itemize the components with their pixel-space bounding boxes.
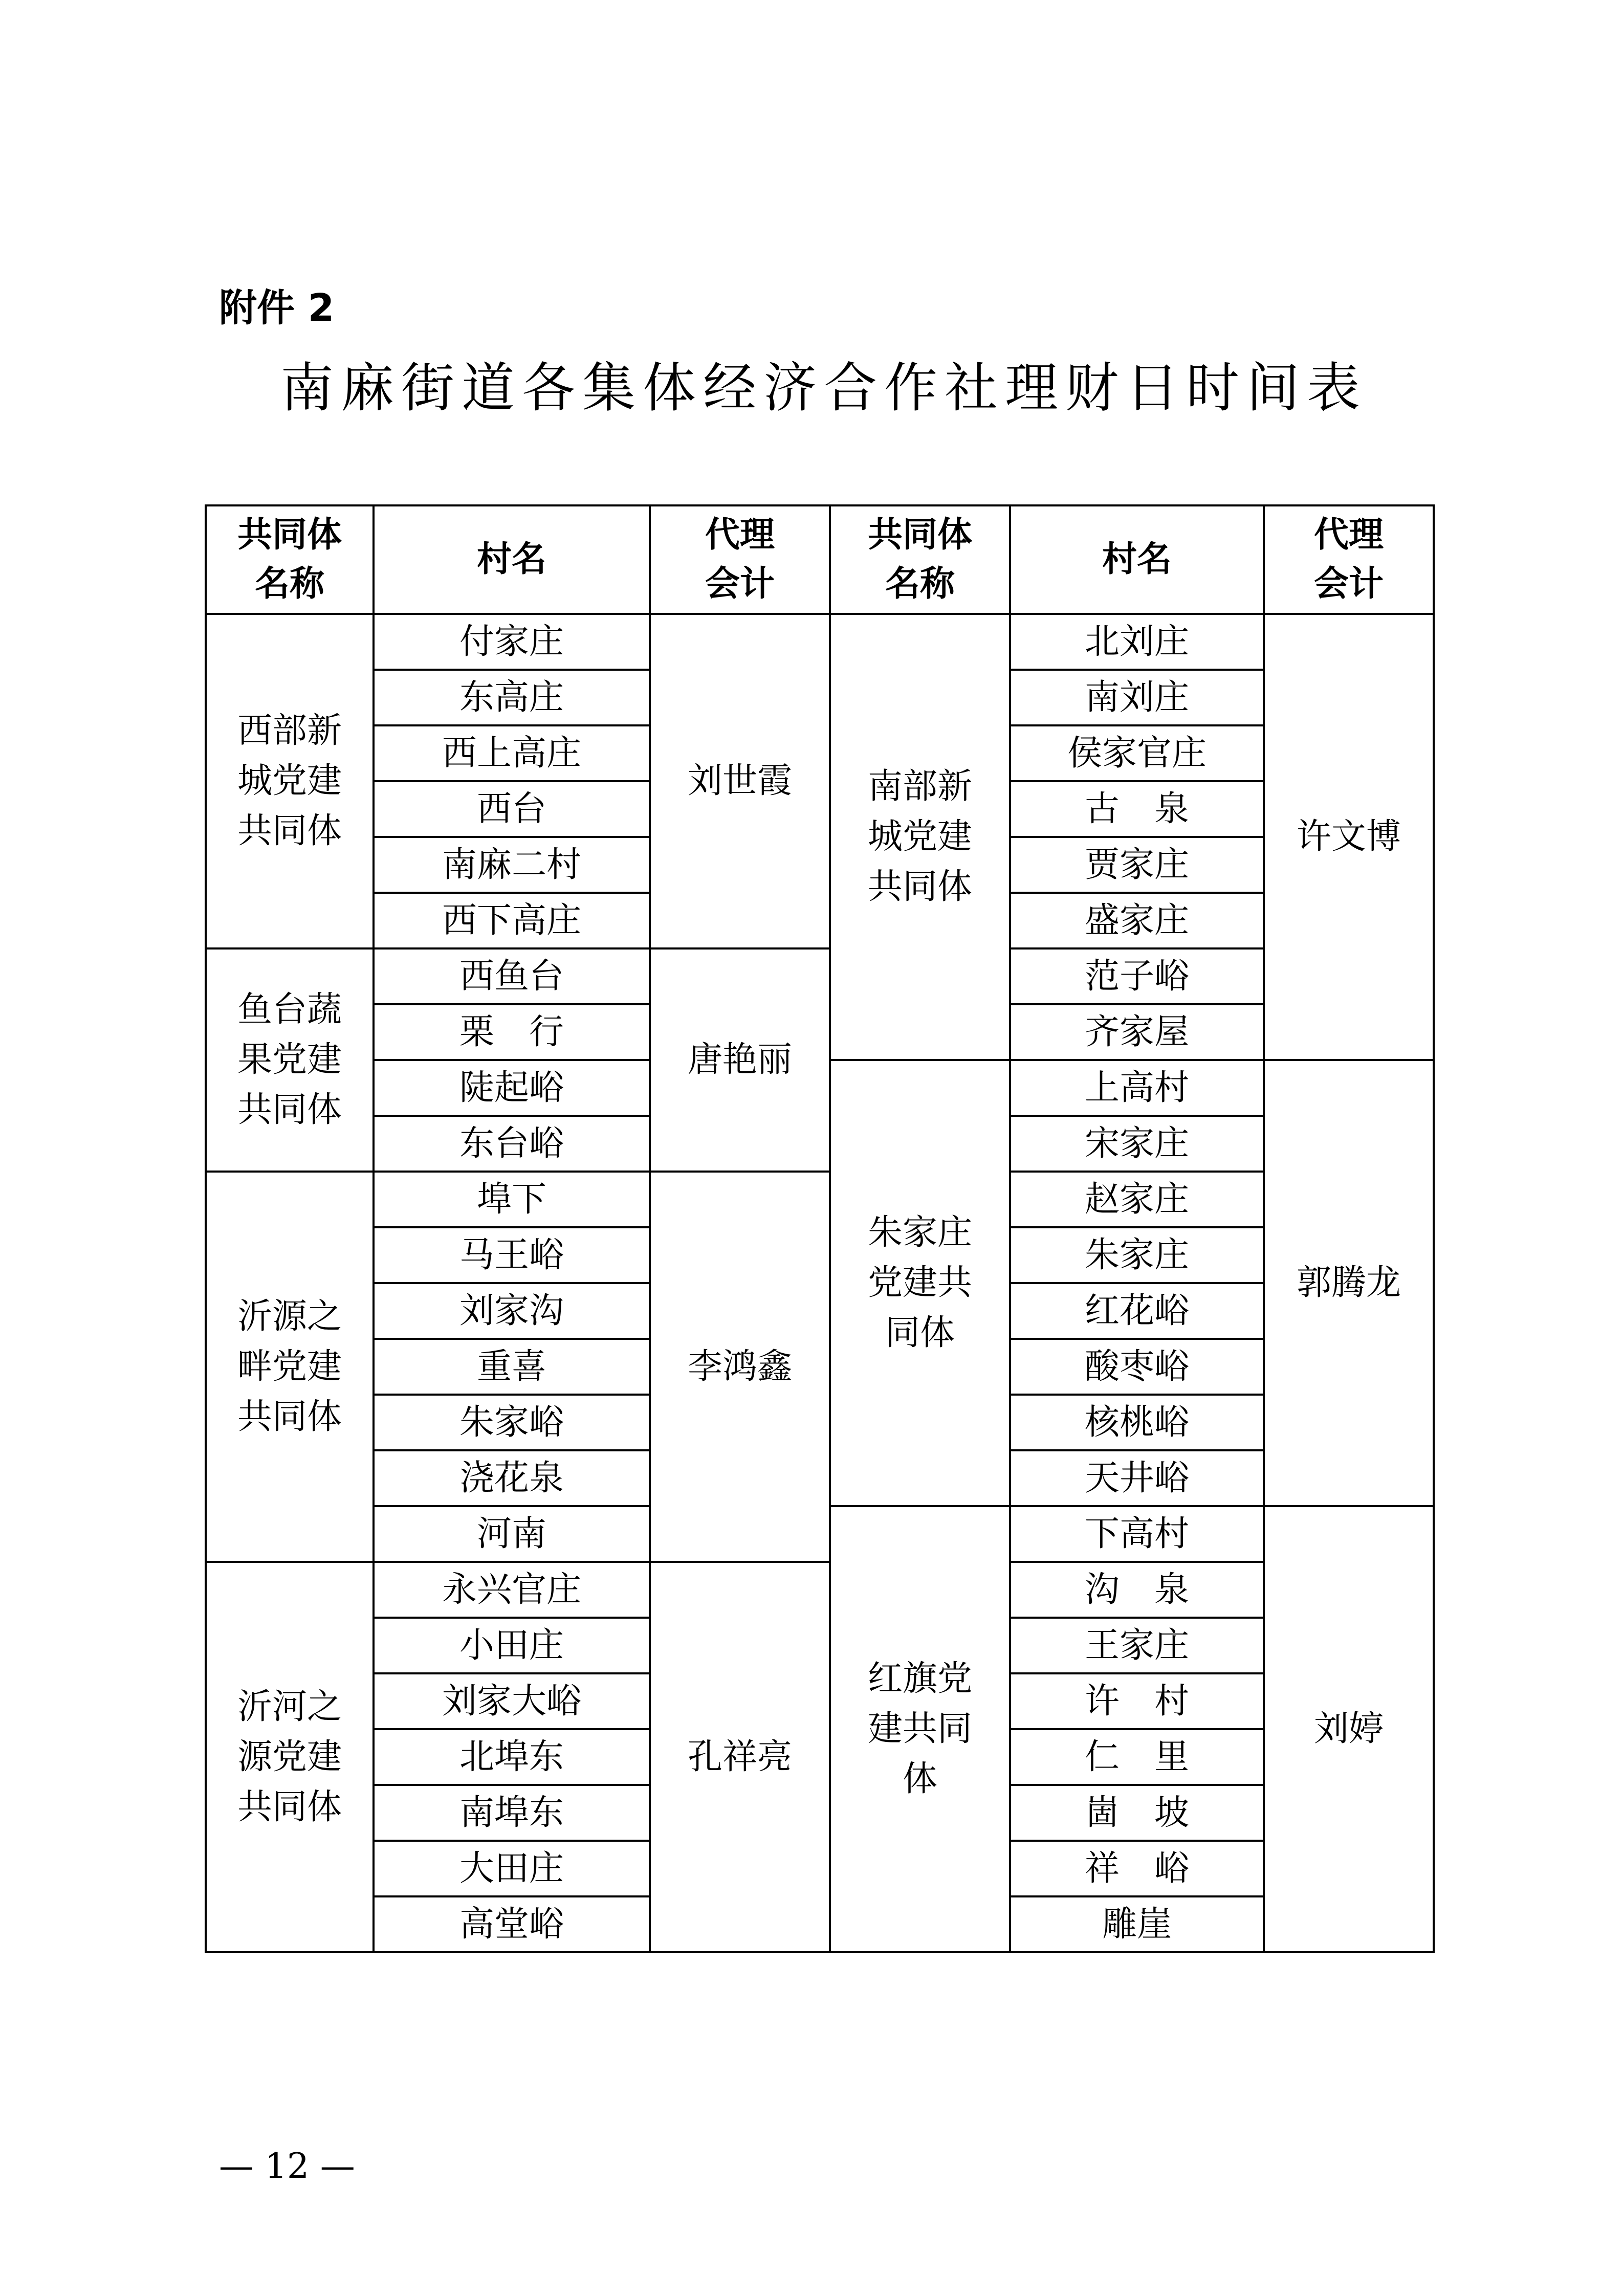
left-village-cell: 西上高庄 bbox=[374, 725, 650, 781]
left-village-cell: 南埠东 bbox=[374, 1785, 650, 1841]
left-village-cell: 高堂峪 bbox=[374, 1896, 650, 1952]
left-accountant-header: 代理 会计 bbox=[650, 505, 830, 614]
right-village-cell: 朱家庄 bbox=[1010, 1227, 1264, 1283]
right-village-cell: 祥 峪 bbox=[1010, 1841, 1264, 1896]
left-group-name: 沂源之 畔党建 共同体 bbox=[206, 1172, 374, 1562]
right-group-header: 共同体 名称 bbox=[830, 505, 1010, 614]
right-village-cell: 上高村 bbox=[1010, 1060, 1264, 1116]
right-village-cell: 王家庄 bbox=[1010, 1618, 1264, 1673]
right-accountant-cell: 刘婷 bbox=[1264, 1506, 1434, 1952]
left-village-cell: 东高庄 bbox=[374, 670, 650, 725]
left-village-header: 村名 bbox=[374, 505, 650, 614]
left-village-cell: 南麻二村 bbox=[374, 837, 650, 893]
right-village-cell: 赵家庄 bbox=[1010, 1172, 1264, 1227]
right-village-cell: 天井峪 bbox=[1010, 1450, 1264, 1506]
left-village-cell: 刘家沟 bbox=[374, 1283, 650, 1339]
left-village-cell: 陡起峪 bbox=[374, 1060, 650, 1116]
left-accountant-cell: 李鸿鑫 bbox=[650, 1172, 830, 1562]
left-group-name: 沂河之 源党建 共同体 bbox=[206, 1562, 374, 1952]
page-title: 南麻街道各集体经济合作社理财日时间表 bbox=[280, 357, 1368, 419]
right-group-name: 红旗党 建共同 体 bbox=[830, 1506, 1010, 1952]
left-village-cell: 西台 bbox=[374, 781, 650, 837]
page-number: — 12 — bbox=[219, 2146, 355, 2187]
left-village-cell: 重喜 bbox=[374, 1339, 650, 1395]
left-village-cell: 西鱼台 bbox=[374, 948, 650, 1004]
table-row bbox=[206, 1562, 1434, 1618]
table-body bbox=[206, 614, 1434, 1952]
right-village-header: 村名 bbox=[1010, 505, 1264, 614]
left-group-name: 鱼台蔬 果党建 共同体 bbox=[206, 948, 374, 1172]
left-village-cell: 浇花泉 bbox=[374, 1450, 650, 1506]
right-village-cell: 仁 里 bbox=[1010, 1729, 1264, 1785]
right-village-cell: 下高村 bbox=[1010, 1506, 1264, 1562]
left-village-cell: 永兴官庄 bbox=[374, 1562, 650, 1618]
table-row bbox=[206, 948, 1434, 1004]
left-village-cell: 付家庄 bbox=[374, 614, 650, 670]
right-village-cell: 沟 泉 bbox=[1010, 1562, 1264, 1618]
right-village-cell: 盛家庄 bbox=[1010, 893, 1264, 948]
right-village-cell: 北刘庄 bbox=[1010, 614, 1264, 670]
left-accountant-cell: 刘世霞 bbox=[650, 614, 830, 948]
left-village-cell: 东台峪 bbox=[374, 1116, 650, 1172]
left-village-cell: 西下高庄 bbox=[374, 893, 650, 948]
right-village-cell: 酸枣峪 bbox=[1010, 1339, 1264, 1395]
left-village-cell: 小田庄 bbox=[374, 1618, 650, 1673]
left-village-cell: 埠下 bbox=[374, 1172, 650, 1227]
right-village-cell: 崮 坡 bbox=[1010, 1785, 1264, 1841]
left-group-name: 西部新 城党建 共同体 bbox=[206, 614, 374, 948]
attachment-label: 附件 2 bbox=[219, 286, 335, 330]
left-village-cell: 刘家大峪 bbox=[374, 1673, 650, 1729]
right-village-cell: 宋家庄 bbox=[1010, 1116, 1264, 1172]
right-village-cell: 核桃峪 bbox=[1010, 1395, 1264, 1450]
left-village-cell: 栗 行 bbox=[374, 1004, 650, 1060]
right-village-cell: 齐家屋 bbox=[1010, 1004, 1264, 1060]
left-village-cell: 河南 bbox=[374, 1506, 650, 1562]
right-accountant-cell: 郭腾龙 bbox=[1264, 1060, 1434, 1506]
right-village-cell: 南刘庄 bbox=[1010, 670, 1264, 725]
table-header-row bbox=[206, 505, 1434, 614]
right-village-cell: 古 泉 bbox=[1010, 781, 1264, 837]
right-village-cell: 侯家官庄 bbox=[1010, 725, 1264, 781]
left-village-cell: 朱家峪 bbox=[374, 1395, 650, 1450]
right-accountant-cell: 许文博 bbox=[1264, 614, 1434, 1060]
left-village-cell: 北埠东 bbox=[374, 1729, 650, 1785]
left-village-cell: 马王峪 bbox=[374, 1227, 650, 1283]
left-accountant-cell: 孔祥亮 bbox=[650, 1562, 830, 1952]
right-group-name: 朱家庄 党建共 同体 bbox=[830, 1060, 1010, 1506]
right-village-cell: 许 村 bbox=[1010, 1673, 1264, 1729]
table-row bbox=[206, 1172, 1434, 1227]
right-accountant-header: 代理 会计 bbox=[1264, 505, 1434, 614]
schedule-table bbox=[205, 504, 1435, 1953]
right-village-cell: 红花峪 bbox=[1010, 1283, 1264, 1339]
left-accountant-cell: 唐艳丽 bbox=[650, 948, 830, 1172]
right-village-cell: 范子峪 bbox=[1010, 948, 1264, 1004]
left-group-header: 共同体 名称 bbox=[206, 505, 374, 614]
table-row bbox=[206, 614, 1434, 670]
right-group-name: 南部新 城党建 共同体 bbox=[830, 614, 1010, 1060]
left-village-cell: 大田庄 bbox=[374, 1841, 650, 1896]
right-village-cell: 贾家庄 bbox=[1010, 837, 1264, 893]
right-village-cell: 雕崖 bbox=[1010, 1896, 1264, 1952]
